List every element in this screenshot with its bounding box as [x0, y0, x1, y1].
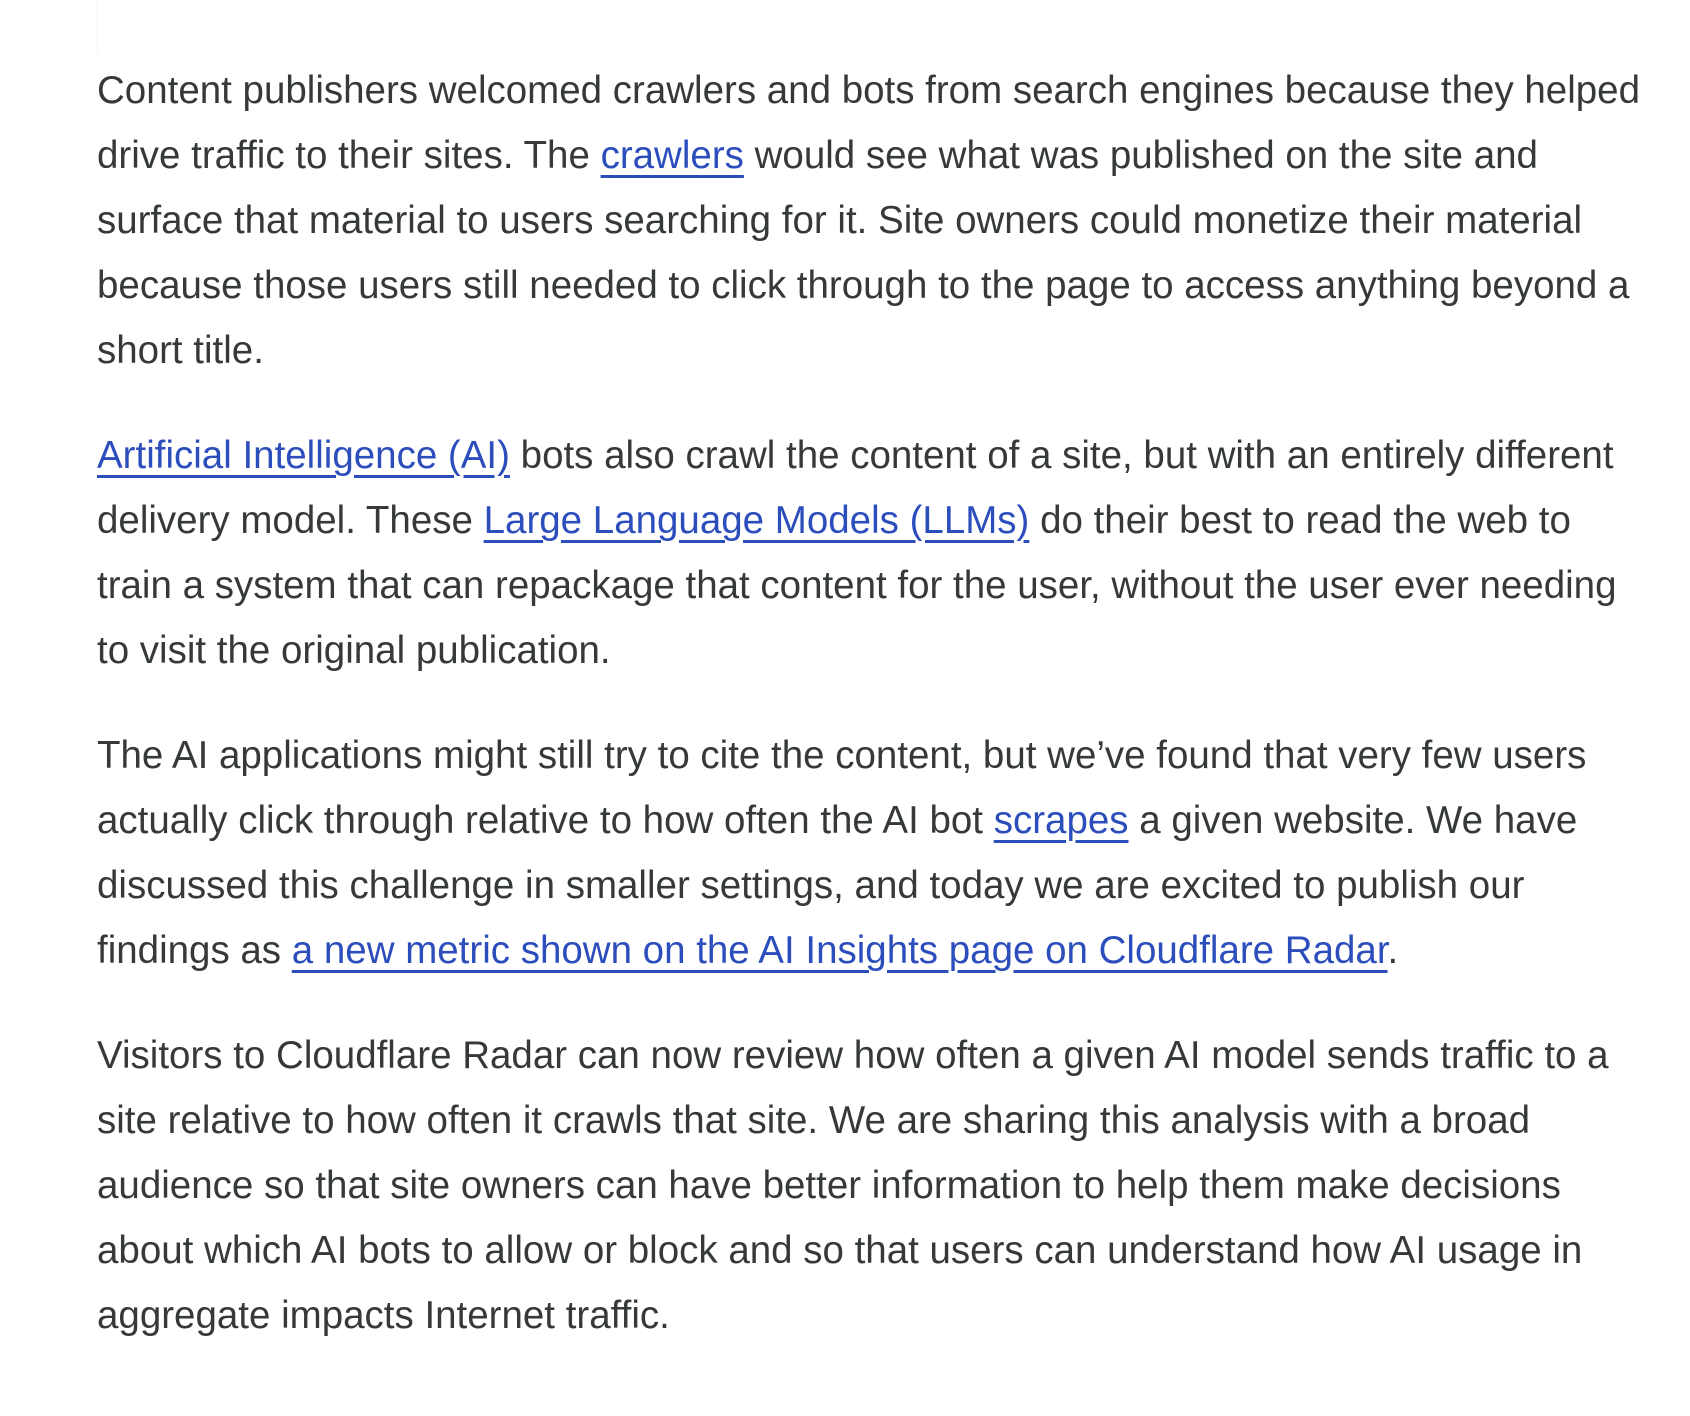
content-edge-marker [97, 0, 98, 54]
paragraph-text: Visitors to Cloudflare Radar can now review how often a given AI model sends traffic to a site relative to how often it crawls that site. We are sharing this analysis with a broad audience so that site owners can have better information to help them make decisions about which AI bots to allow or block and so that users can understand how AI usage in aggregate impacts Internet traffic. [97, 1034, 1609, 1337]
paragraph-ai-applications [97, 723, 1642, 983]
paragraph-ai-bots [97, 423, 1642, 683]
paragraph-text: a given website. We have discussed this challenge in smaller settings, and today we are excited to publish our findings as [97, 799, 1578, 972]
link-artificial-intelligence[interactable]: Artificial Intelligence (AI) [97, 434, 510, 477]
paragraph-text: bots also crawl the content of a site, but with an entirely different delivery model. These [97, 434, 1614, 542]
link-crawlers[interactable]: crawlers [600, 134, 744, 177]
paragraph-crawlers-intro [97, 58, 1642, 383]
paragraph-text: The AI applications might still try to cite the content, but we’ve found that very few users actually click through relative to how often the AI bot [97, 734, 1587, 842]
paragraph-text: Content publishers welcomed crawlers and bots from search engines because they helped drive traffic to their sites. The [97, 69, 1641, 177]
link-scrapes[interactable]: scrapes [993, 799, 1129, 842]
paragraph-text: . [1387, 929, 1399, 972]
link-ai-insights-radar[interactable]: a new metric shown on the AI Insights page on Cloudflare Radar [291, 929, 1388, 972]
paragraph-text: would see what was published on the site and surface that material to users searching for it. Site owners could monetize their material because those users still needed to click through to the page to access anything beyond a short title. [97, 134, 1630, 372]
article-body [97, 58, 1642, 1388]
paragraph-radar-visitors [97, 1023, 1642, 1348]
link-large-language-models[interactable]: Large Language Models (LLMs) [483, 499, 1030, 542]
paragraph-text: do their best to read the web to train a system that can repackage that content for the user, without the user ever needing to visit the original publication. [97, 499, 1617, 672]
